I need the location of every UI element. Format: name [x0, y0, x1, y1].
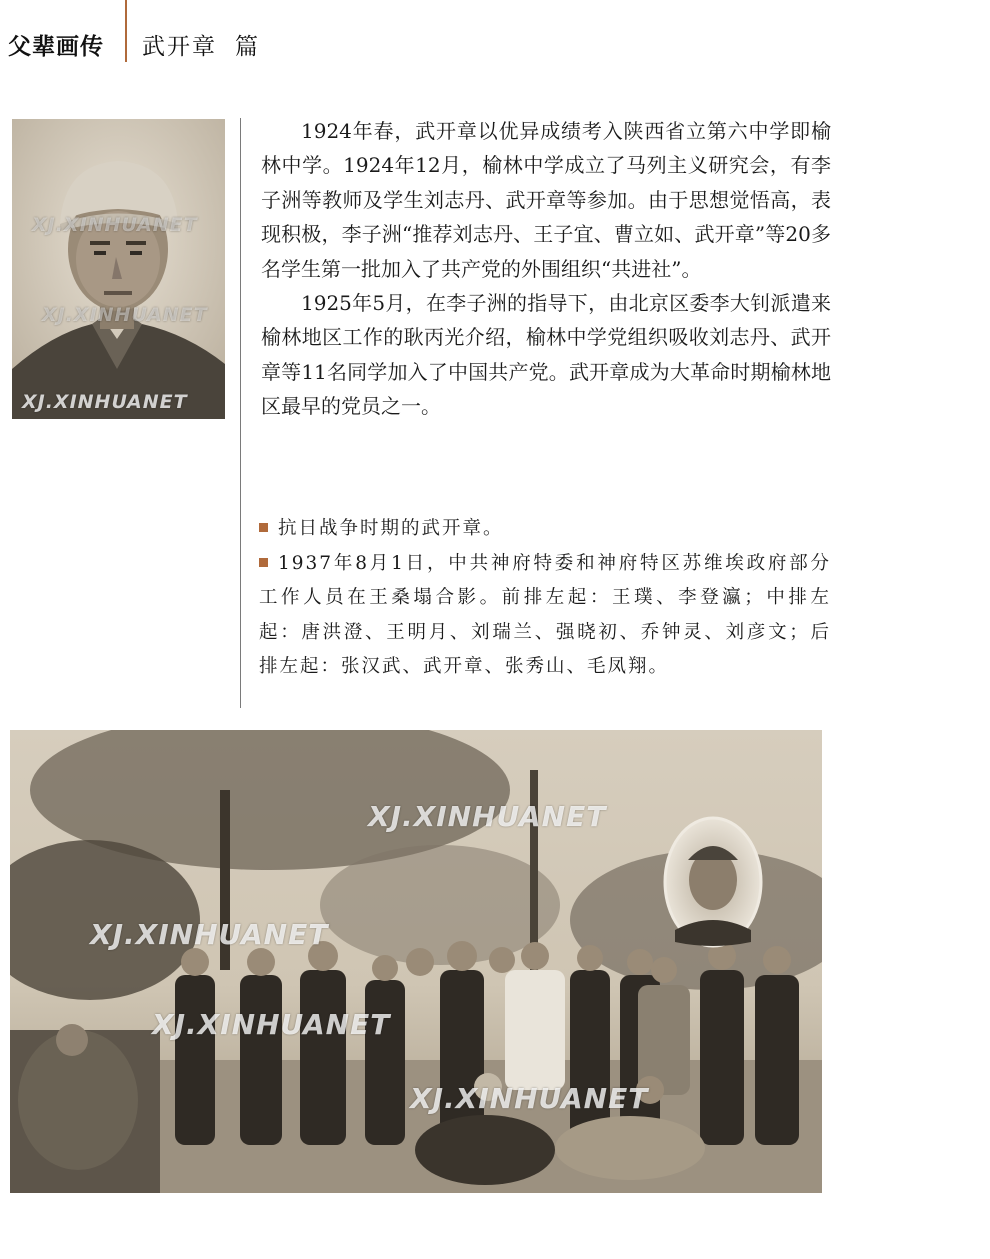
watermark-text: XJ.XINHUANET: [22, 391, 188, 413]
watermark-text: XJ.XINHUANET: [42, 304, 208, 326]
page-header: [0, 0, 990, 80]
group-photo: [10, 730, 822, 1193]
subject-title: [142, 28, 260, 61]
caption-item: [259, 547, 831, 685]
watermark-text: XJ.XINHUANET: [32, 214, 198, 236]
watermark-text: XJ.XINHUANET: [152, 1008, 391, 1041]
article-body: [261, 114, 831, 424]
watermark-text: XJ.XINHUANET: [410, 1082, 649, 1115]
column-divider: [240, 118, 241, 708]
caption-item: [259, 512, 831, 547]
square-bullet-icon: [259, 523, 268, 532]
body-paragraph: 1925年5月，在李子洲的指导下，由北京区委李大钊派遣来榆林地区工作的耿丙光介绍，榆林中学党组织吸收刘志丹、武开章等11名同学加入了中国共产党。武开章成为大革命时期榆林地区最早的党员之一。: [261, 291, 831, 419]
watermark-text: XJ.XINHUANET: [90, 918, 329, 951]
watermark-text: XJ.XINHUANET: [368, 800, 607, 833]
caption-text: 抗日战争时期的武开章。: [278, 518, 504, 539]
subject-name: 武开章: [142, 34, 217, 60]
subject-suffix: 篇: [235, 34, 260, 60]
header-divider: [125, 0, 127, 62]
square-bullet-icon: [259, 558, 268, 567]
portrait-image: [12, 119, 225, 419]
photo-captions: [259, 512, 831, 685]
portrait-photo: [12, 119, 225, 419]
series-title: 父辈画传: [8, 34, 104, 60]
body-paragraph: 1924年春，武开章以优异成绩考入陕西省立第六中学即榆林中学。1924年12月，榆林中学成立了马列主义研究会，有李子洲等教师及学生刘志丹、武开章等参加。由于思想觉悟高，表现积极，李子洲“推荐刘志丹、王子宜、曹立如、武开章”等20多名学生第一批加入了共产党的外围组织“共进社”。: [261, 119, 831, 281]
caption-text: 1937年8月1日，中共神府特委和神府特区苏维埃政府部分工作人员在王桑塌合影。前排左起：王璞、李登瀛；中排左起：唐洪澄、王明月、刘瑞兰、强晓初、乔钟灵、刘彦文；后排左起：张汉武、武开章、张秀山、毛凤翔。: [259, 552, 831, 677]
